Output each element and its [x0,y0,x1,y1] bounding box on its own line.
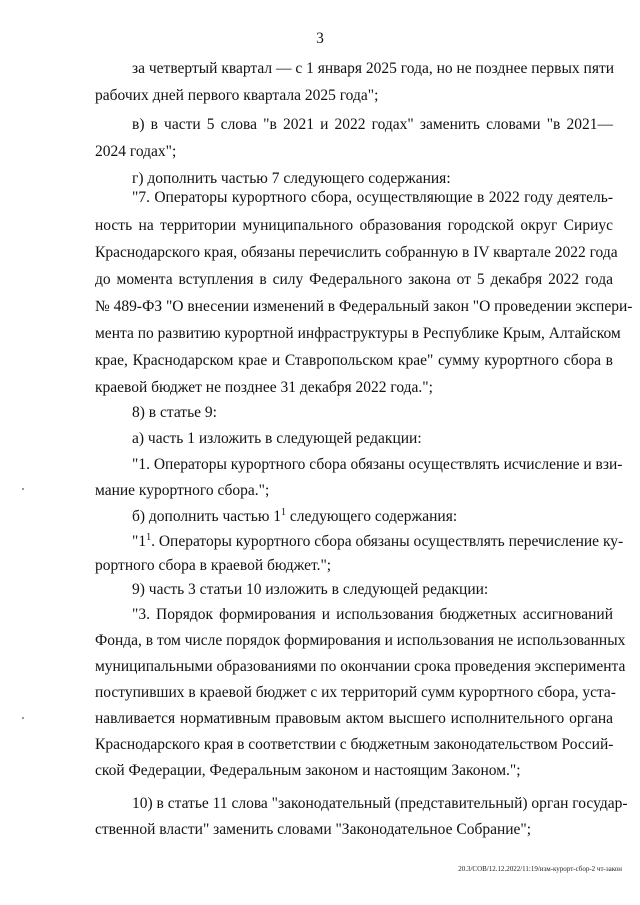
text-line: навливается нормативным правовым актом высшего исполнительного органа [95,710,613,727]
text-line: рортного сбора в краевой бюджет."; [95,557,332,574]
text-line: "7. Операторы курортного сбора, осуществляющие в 2022 году деятель- [132,189,613,206]
text-line: 2024 годах"; [95,143,177,160]
superscript: 1 [146,532,152,543]
text-line: а) часть 1 изложить в следующей редакции: [132,430,422,447]
text-line: Краснодарского края в соответствии с бюджетным законодательством Россий- [95,736,614,753]
text-line: 9) часть 3 статьи 10 изложить в следующей редакции: [132,581,489,598]
text-line: г) дополнить частью 7 следующего содержания: [132,170,451,187]
text-line: ственной власти" заменить словами "Законодательное Собрание"; [95,821,532,838]
page-number: 3 [316,30,324,47]
text-line [132,532,624,551]
text-line: в) в части 5 слова "в 2021 и 2022 годах" заменить словами "в 2021— [132,116,613,133]
text-line: поступивших в краевой бюджет с их территорий сумм курортного сбора, уста- [95,684,616,701]
text-line: ность на территории муниципального образования городской округ Сириус [95,217,613,234]
text-line: за четвертый квартал — с 1 января 2025 года, но не позднее первых пяти [132,60,615,77]
text-fragment: "1 [132,533,147,550]
text-line: Краснодарского края, обязаны перечислить собранную в IV квартале 2022 года [95,244,618,261]
scan-mark [22,717,24,719]
text-line: краевой бюджет не позднее 31 декабря 2022 года."; [95,379,433,396]
text-line: муниципальными образованиями по окончании срока проведения эксперимента [95,658,626,675]
text-line: "1. Операторы курортного сбора обязаны осуществлять исчисление и взи- [132,456,623,473]
text-line: "3. Порядок формирования и использования бюджетных ассигнований [132,606,613,623]
text-line: ской Федерации, Федеральным законом и настоящим Законом."; [95,762,521,779]
text-line: 8) в статье 9: [132,404,217,421]
text-line: 10) в статье 11 слова "законодательный (представительный) орган государ- [132,795,628,812]
text-line: № 489-ФЗ "О внесении изменений в Федеральный закон "О проведении экспери- [95,298,633,315]
text-line: рабочих дней первого квартала 2025 года"; [95,87,379,104]
superscript: 1 [281,507,287,518]
text-line [132,508,640,526]
text-line: до момента вступления в силу Федерального закона от 5 декабря 2022 года [95,271,613,288]
text-line: мание курортного сбора."; [95,482,270,499]
text-line: Фонда, в том числе порядок формирования и использования не использованных [95,632,626,649]
text-fragment: б) дополнить частью 1 [132,508,282,525]
scan-mark [22,488,24,490]
text-fragment: . Операторы курортного сбора обязаны осуществлять перечисление ку- [151,533,624,550]
text-line: крае, Краснодарском крае и Ставропольском крае" сумму курортного сбора в [95,352,613,369]
text-line: мента по развитию курортной инфраструктуры в Республике Крым, Алтайском [95,325,621,342]
document-footer: 20.3/СОВ/12.12.2022/11:19/изм-курорт-сбор-2 чт-закон [458,865,622,873]
text-fragment: следующего содержания: [286,508,458,525]
